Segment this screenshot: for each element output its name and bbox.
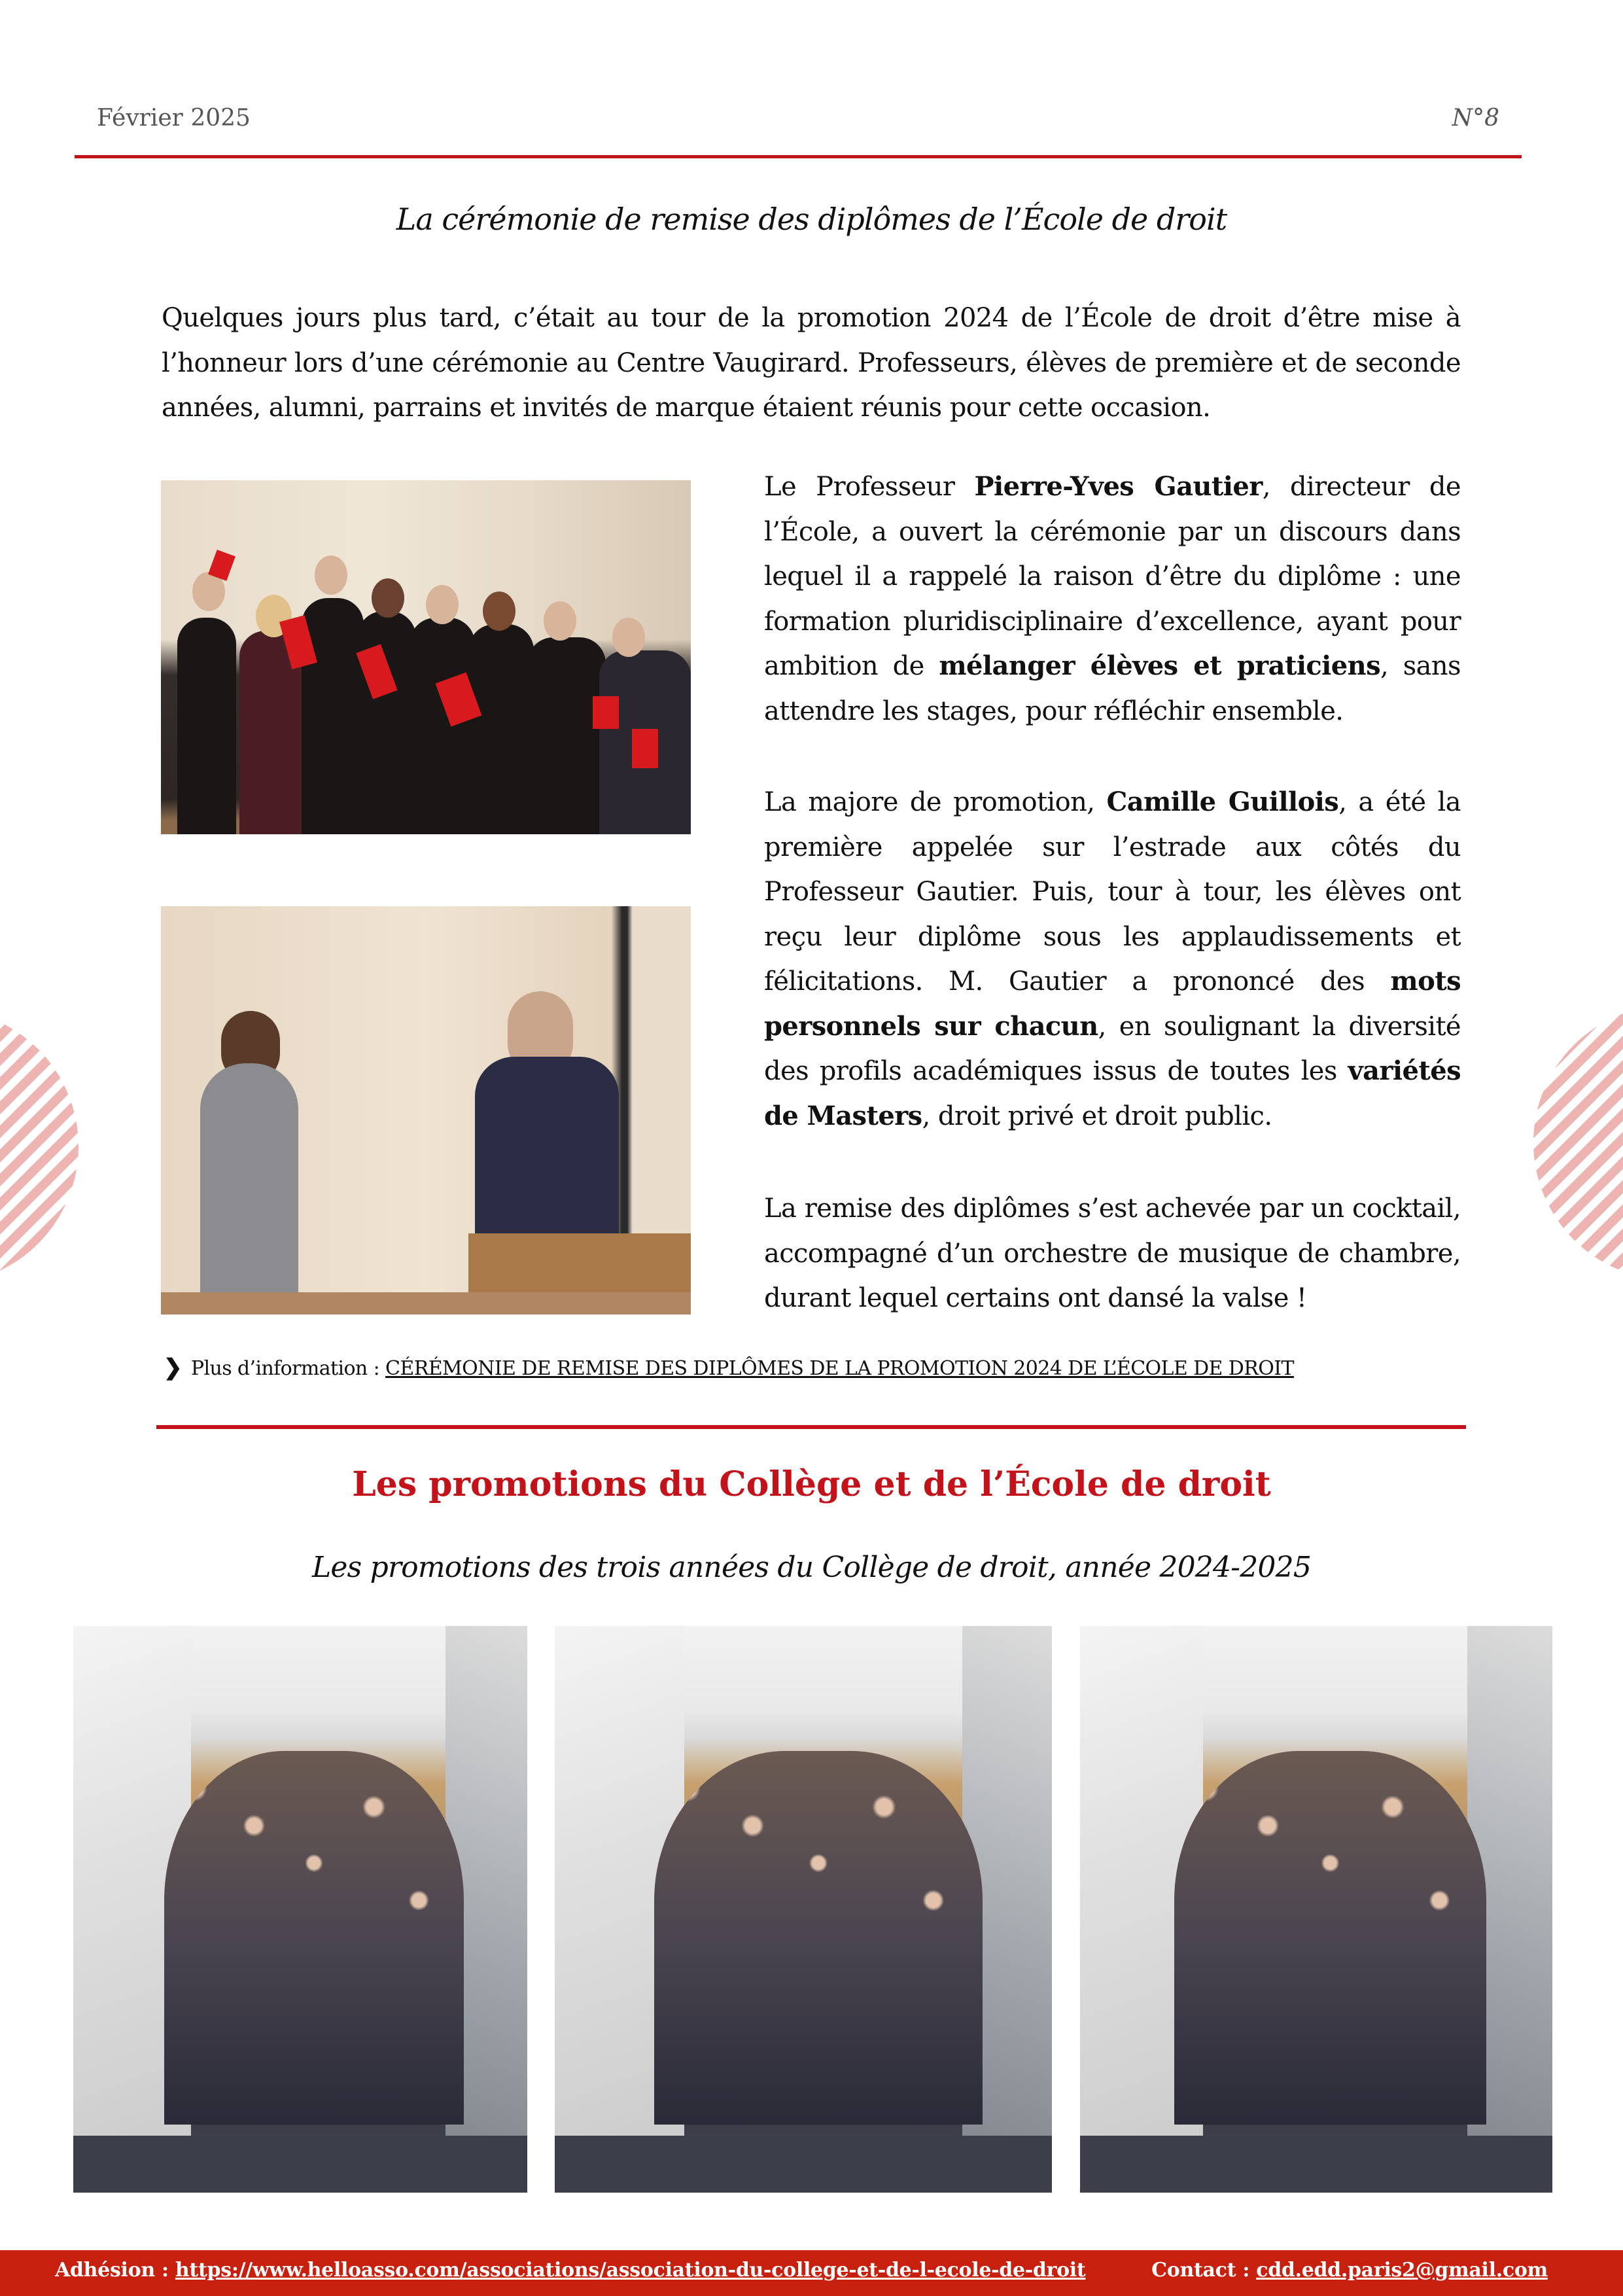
highlight-mots-personnels: mots personnels sur chacun [764,966,1461,1042]
chevron-right-icon: ❯ [164,1354,182,1381]
issue-date: Février 2025 [97,105,251,132]
more-info-link[interactable]: CÉRÉMONIE DE REMISE DES DIPLÔMES DE LA PROMOTION 2024 DE L’ÉCOLE DE DROIT [385,1357,1294,1380]
group-photo-year-3 [1080,1626,1552,2193]
striped-circle-decoration-left [0,1009,79,1284]
article-title: La cérémonie de remise des diplômes de l’École de droit [396,202,1227,237]
header-divider [75,155,1522,158]
paragraph-valedictorian: La majore de promotion, Camille Guillois, a été la première appelée sur l’estrade aux côtés du Professeur Gautier. Puis, tour à tour, les élèves ont reçu leur diplôme sous les applaudissements et félicitations. M. Gautier a prononcé des mots personnels sur chacun, en soulignant la diversité des profils académiques issus de toutes les variétés de Masters, droit privé et droit public. [764,786,1461,1131]
footer-adhesion [55,2259,1085,2282]
paragraph-director-speech: Le Professeur Pierre-Yves Gautier, directeur de l’École, a ouvert la cérémonie par un discours dans lequel il a rappelé la raison d’être du diplôme : une formation pluridisciplinaire d’excellence, ayant pour ambition de mélanger élèves et praticiens, sans attendre les stages, pour réfléchir ensemble. [764,471,1461,726]
group-photo-year-2 [555,1626,1052,2193]
section-title-promotions: Les promotions du Collège et de l’École de droit [352,1464,1271,1504]
group-photo-year-1 [73,1626,527,2193]
ceremony-photo-professor-speaking [161,906,691,1315]
contact-email-link[interactable]: cdd.edd.paris2@gmail.com [1256,2259,1548,2282]
striped-circle-decoration-right [1533,1005,1623,1280]
article-intro: Quelques jours plus tard, c’était au tour de la promotion 2024 de l’École de droit d’être mise à l’honneur lors d’une cérémonie au Centre Vaugirard. Professeurs, élèves de première et de seconde années, alumni, parrains et invités de marque étaient réunis pour cette occasion. [162,303,1461,423]
paragraph-cocktail: La remise des diplômes s’est achevée par un cocktail, accompagné d’un orchestre de musique de chambre, durant lequel certains ont dansé la valse ! [764,1193,1461,1313]
valedictorian-name: Camille Guillois [1106,786,1339,817]
more-info-label: Plus d’information : [190,1357,386,1380]
more-info-line [164,1354,1294,1381]
director-name: Pierre-Yves Gautier [974,471,1263,502]
adhesion-label: Adhésion : [55,2259,175,2282]
adhesion-link[interactable]: https://www.helloasso.com/associations/association-du-college-et-de-l-ecole-de-droit [175,2259,1086,2282]
ceremony-photo-graduates-applauding [161,480,691,834]
section-divider [156,1425,1466,1429]
issue-number: N°8 [1452,105,1499,132]
highlight-melanger: mélanger élèves et praticiens [939,650,1381,681]
section-subtitle-promotions: Les promotions des trois années du Collège de droit, année 2024-2025 [311,1551,1312,1584]
contact-label: Contact : [1151,2259,1257,2282]
footer-contact [1151,2259,1548,2282]
highlight-masters: variétés de Masters [764,1055,1461,1131]
